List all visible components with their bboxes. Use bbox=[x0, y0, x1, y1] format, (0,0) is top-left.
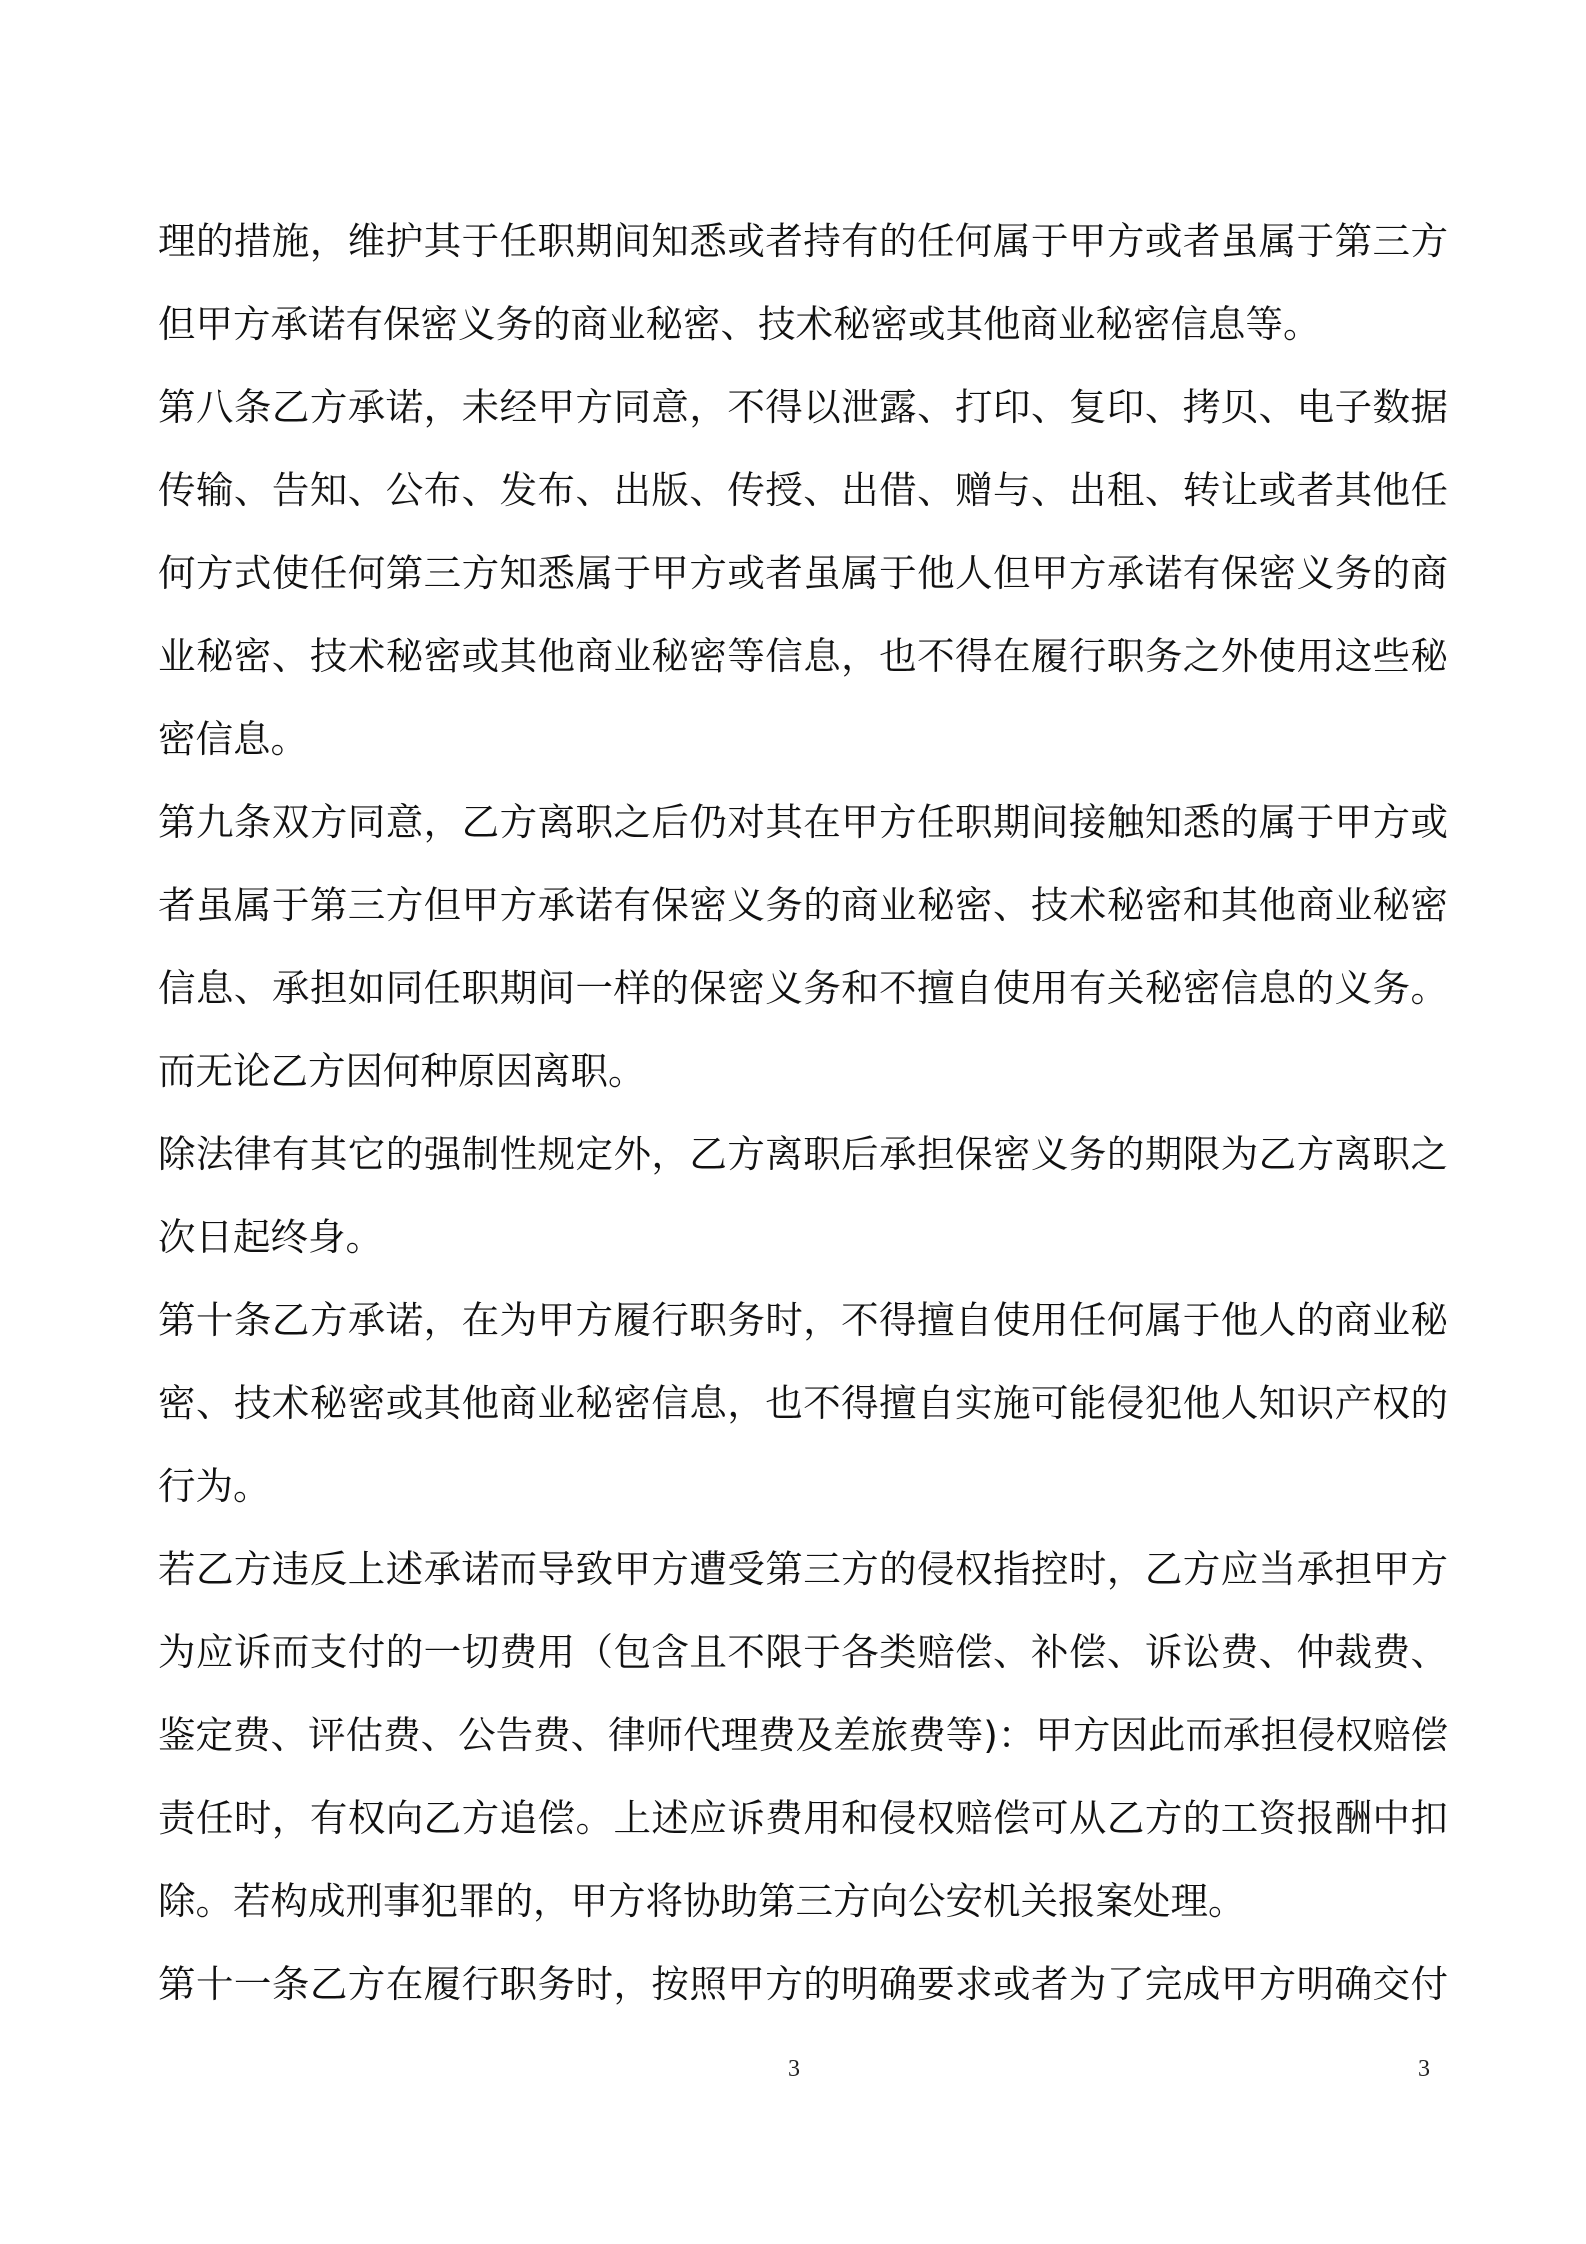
text-line: 若乙方违反上述承诺而导致甲方遭受第三方的侵权指控时，乙方应当承担甲方 bbox=[158, 1547, 1448, 1591]
document-body bbox=[158, 200, 1448, 2026]
text-line: 传输、告知、公布、发布、出版、传授、出借、赠与、出租、转让或者其他任 bbox=[158, 468, 1448, 512]
text-line: 理的措施，维护其于任职期间知悉或者持有的任何属于甲方或者虽属于第三方 bbox=[158, 219, 1448, 263]
text-line: 除法律有其它的强制性规定外，乙方离职后承担保密义务的期限为乙方离职之 bbox=[158, 1132, 1448, 1176]
text-line: 第十一条乙方在履行职务时，按照甲方的明确要求或者为了完成甲方明确交付 bbox=[158, 1962, 1448, 2006]
text-line: 责任时，有权向乙方追偿。上述应诉费用和侵权赔偿可从乙方的工资报酬中扣 bbox=[158, 1796, 1448, 1840]
text-line: 密信息。 bbox=[158, 717, 308, 761]
text-line: 为应诉而支付的一切费用（包含且不限于各类赔偿、补偿、诉讼费、仲裁费、 bbox=[158, 1630, 1448, 1674]
text-line: 第八条乙方承诺，未经甲方同意，不得以泄露、打印、复印、拷贝、电子数据 bbox=[158, 385, 1448, 429]
text-line: 除。若构成刑事犯罪的，甲方将协助第三方向公安机关报案处理。 bbox=[158, 1879, 1246, 1923]
text-line: 密、技术秘密或其他商业秘密信息，也不得擅自实施可能侵犯他人知识产权的 bbox=[158, 1381, 1448, 1425]
text-line: 而无论乙方因何种原因离职。 bbox=[158, 1049, 646, 1093]
page-number-right: 3 bbox=[1418, 2056, 1430, 2082]
text-line: 鉴定费、评估费、公告费、律师代理费及差旅费等)：甲方因此而承担侵权赔偿 bbox=[158, 1713, 1448, 1757]
text-line: 但甲方承诺有保密义务的商业秘密、技术秘密或其他商业秘密信息等。 bbox=[158, 302, 1321, 346]
text-line: 次日起终身。 bbox=[158, 1215, 383, 1259]
text-line: 第十条乙方承诺，在为甲方履行职务时，不得擅自使用任何属于他人的商业秘 bbox=[158, 1298, 1448, 1342]
text-line: 何方式使任何第三方知悉属于甲方或者虽属于他人但甲方承诺有保密义务的商 bbox=[158, 551, 1448, 595]
text-line: 行为。 bbox=[158, 1464, 271, 1508]
text-line: 信息、承担如同任职期间一样的保密义务和不擅自使用有关秘密信息的义务。 bbox=[158, 966, 1448, 1010]
page-number-center: 3 bbox=[788, 2056, 800, 2082]
text-line: 第九条双方同意，乙方离职之后仍对其在甲方任职期间接触知悉的属于甲方或 bbox=[158, 800, 1448, 844]
text-line: 业秘密、技术秘密或其他商业秘密等信息，也不得在履行职务之外使用这些秘 bbox=[158, 634, 1448, 678]
text-line: 者虽属于第三方但甲方承诺有保密义务的商业秘密、技术秘密和其他商业秘密 bbox=[158, 883, 1448, 927]
